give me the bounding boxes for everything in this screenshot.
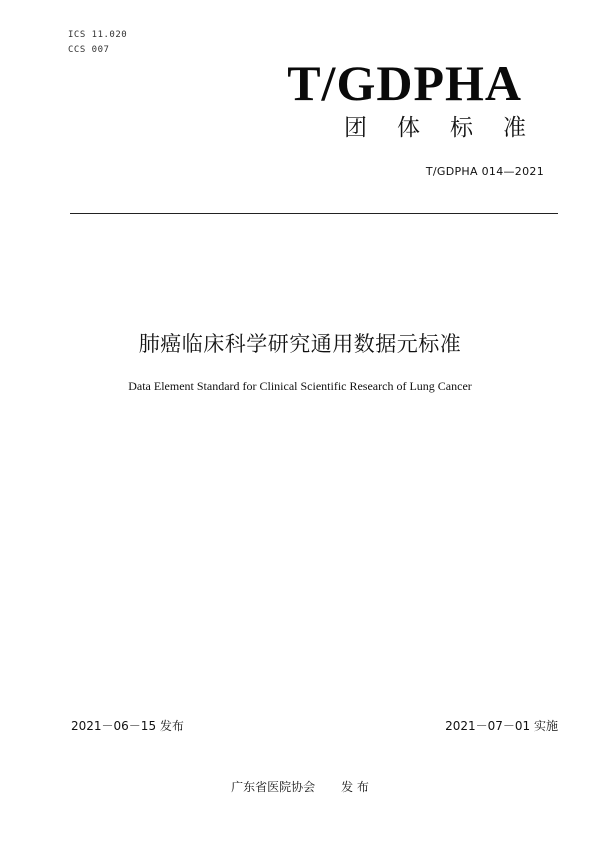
standard-brand-logo: T/GDPHA <box>287 55 522 111</box>
document-title-english: Data Element Standard for Clinical Scientific Research of Lung Cancer <box>128 379 472 393</box>
standard-number: T/GDPHA 014—2021 <box>425 165 544 178</box>
publish-date: 2021－06－15 发布 <box>71 719 184 733</box>
publisher-name: 广东省医院协会 <box>231 780 316 794</box>
effective-date: 2021－07－01 实施 <box>445 719 558 733</box>
header-divider <box>70 213 558 214</box>
ccs-code: CCS 007 <box>68 45 110 55</box>
publisher-line <box>0 778 600 795</box>
document-title-chinese: 肺癌临床科学研究通用数据元标准 <box>138 332 462 356</box>
standard-type-label: 团体标准 <box>344 115 556 141</box>
publish-word: 发 布 <box>341 780 369 794</box>
ics-code: ICS 11.020 <box>68 30 128 40</box>
